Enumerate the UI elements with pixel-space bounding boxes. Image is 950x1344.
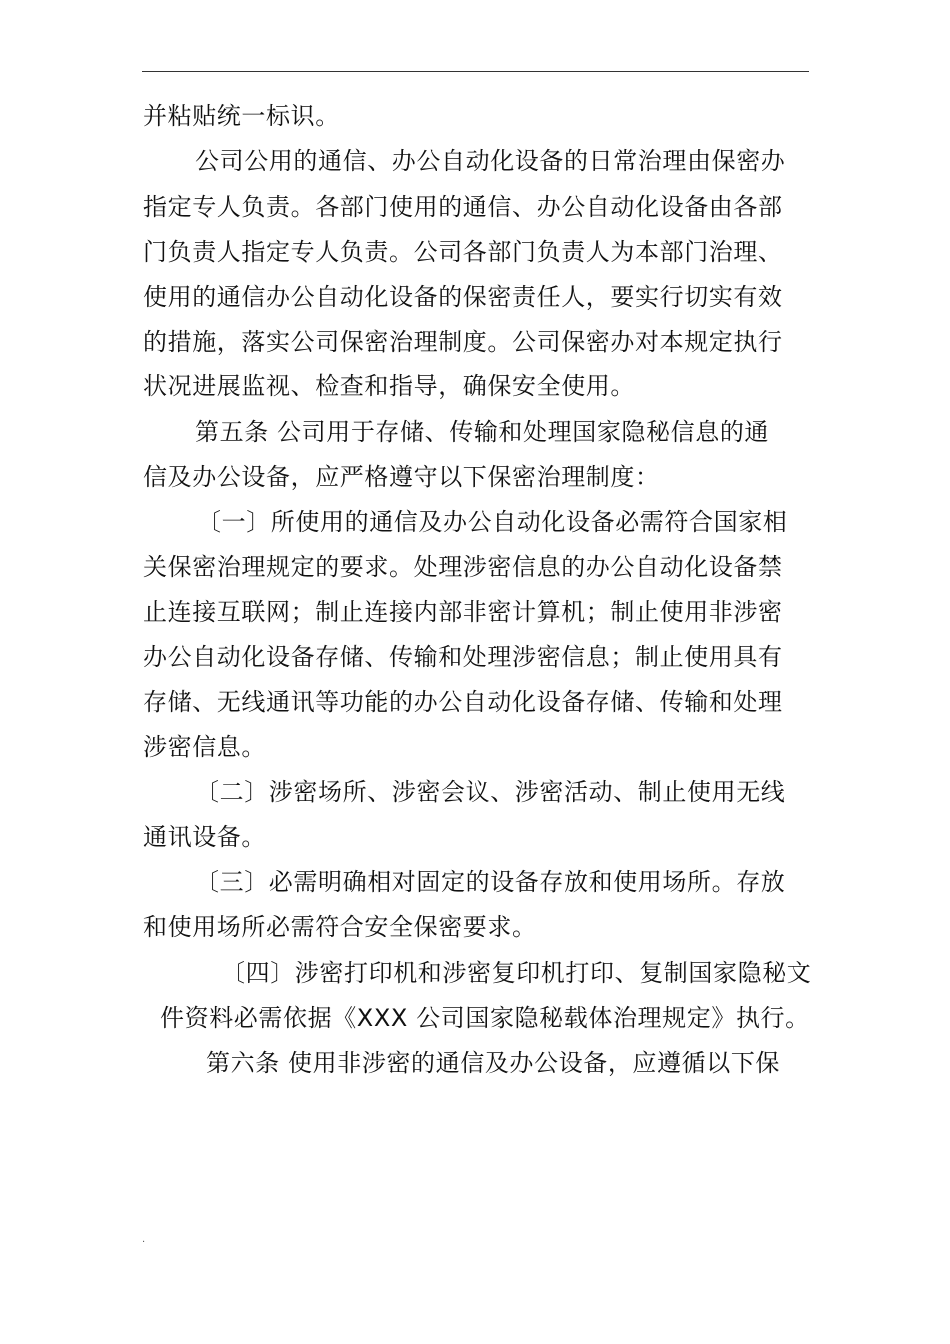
text-line: 并粘贴统一标识。 bbox=[143, 102, 340, 130]
text-line: 信及办公设备，应严格遵守以下保密治理制度： bbox=[143, 463, 660, 491]
text-line: 存储、无线通讯等功能的办公自动化设备存储、传输和处理 bbox=[143, 688, 783, 716]
text-line: 状况进展监视、检查和指导，确保安全使用。 bbox=[143, 372, 635, 400]
clause-1-first-line: 〔一〕所使用的通信及办公自动化设备必需符合国家相 bbox=[197, 508, 788, 536]
clause-4-first-line: 〔四〕涉密打印机和涉密复印机打印、复制国家隐秘文 bbox=[221, 959, 812, 987]
text-line: 涉密信息。 bbox=[143, 733, 266, 761]
text-line: 办公自动化设备存储、传输和处理涉密信息；制止使用具有 bbox=[143, 643, 783, 671]
text-line: 使用的通信办公自动化设备的保密责任人，要实行切实有效 bbox=[143, 283, 783, 311]
text-line: 指定专人负责。各部门使用的通信、办公自动化设备由各部 bbox=[143, 193, 783, 221]
text-line: 关保密治理规定的要求。处理涉密信息的办公自动化设备禁 bbox=[143, 553, 783, 581]
text-line: 的措施，落实公司保密治理制度。公司保密办对本规定执行 bbox=[143, 328, 783, 356]
header-rule bbox=[142, 71, 809, 72]
article-5-heading-line: 第五条 公司用于存储、传输和处理国家隐秘信息的通 bbox=[195, 418, 770, 446]
clause-2-first-line: 〔二〕涉密场所、涉密会议、涉密活动、制止使用无线 bbox=[195, 778, 786, 806]
clause-3-first-line: 〔三〕必需明确相对固定的设备存放和使用场所。存放 bbox=[195, 868, 786, 896]
text-line: 通讯设备。 bbox=[143, 823, 266, 851]
text-line: 门负责人指定专人负责。公司各部门负责人为本部门治理、 bbox=[143, 238, 783, 266]
text-line: 和使用场所必需符合安全保密要求。 bbox=[143, 913, 537, 941]
text-line: 件资料必需依据《XXX 公司国家隐秘载体治理规定》执行。 bbox=[160, 1004, 810, 1032]
footer-mark: . bbox=[142, 1234, 146, 1245]
article-6-heading-line: 第六条 使用非涉密的通信及办公设备，应遵循以下保 bbox=[206, 1049, 781, 1077]
text-line: 止连接互联网；制止连接内部非密计算机；制止使用非涉密 bbox=[143, 598, 783, 626]
paragraph-first-line: 公司公用的通信、办公自动化设备的日常治理由保密办 bbox=[195, 147, 786, 175]
